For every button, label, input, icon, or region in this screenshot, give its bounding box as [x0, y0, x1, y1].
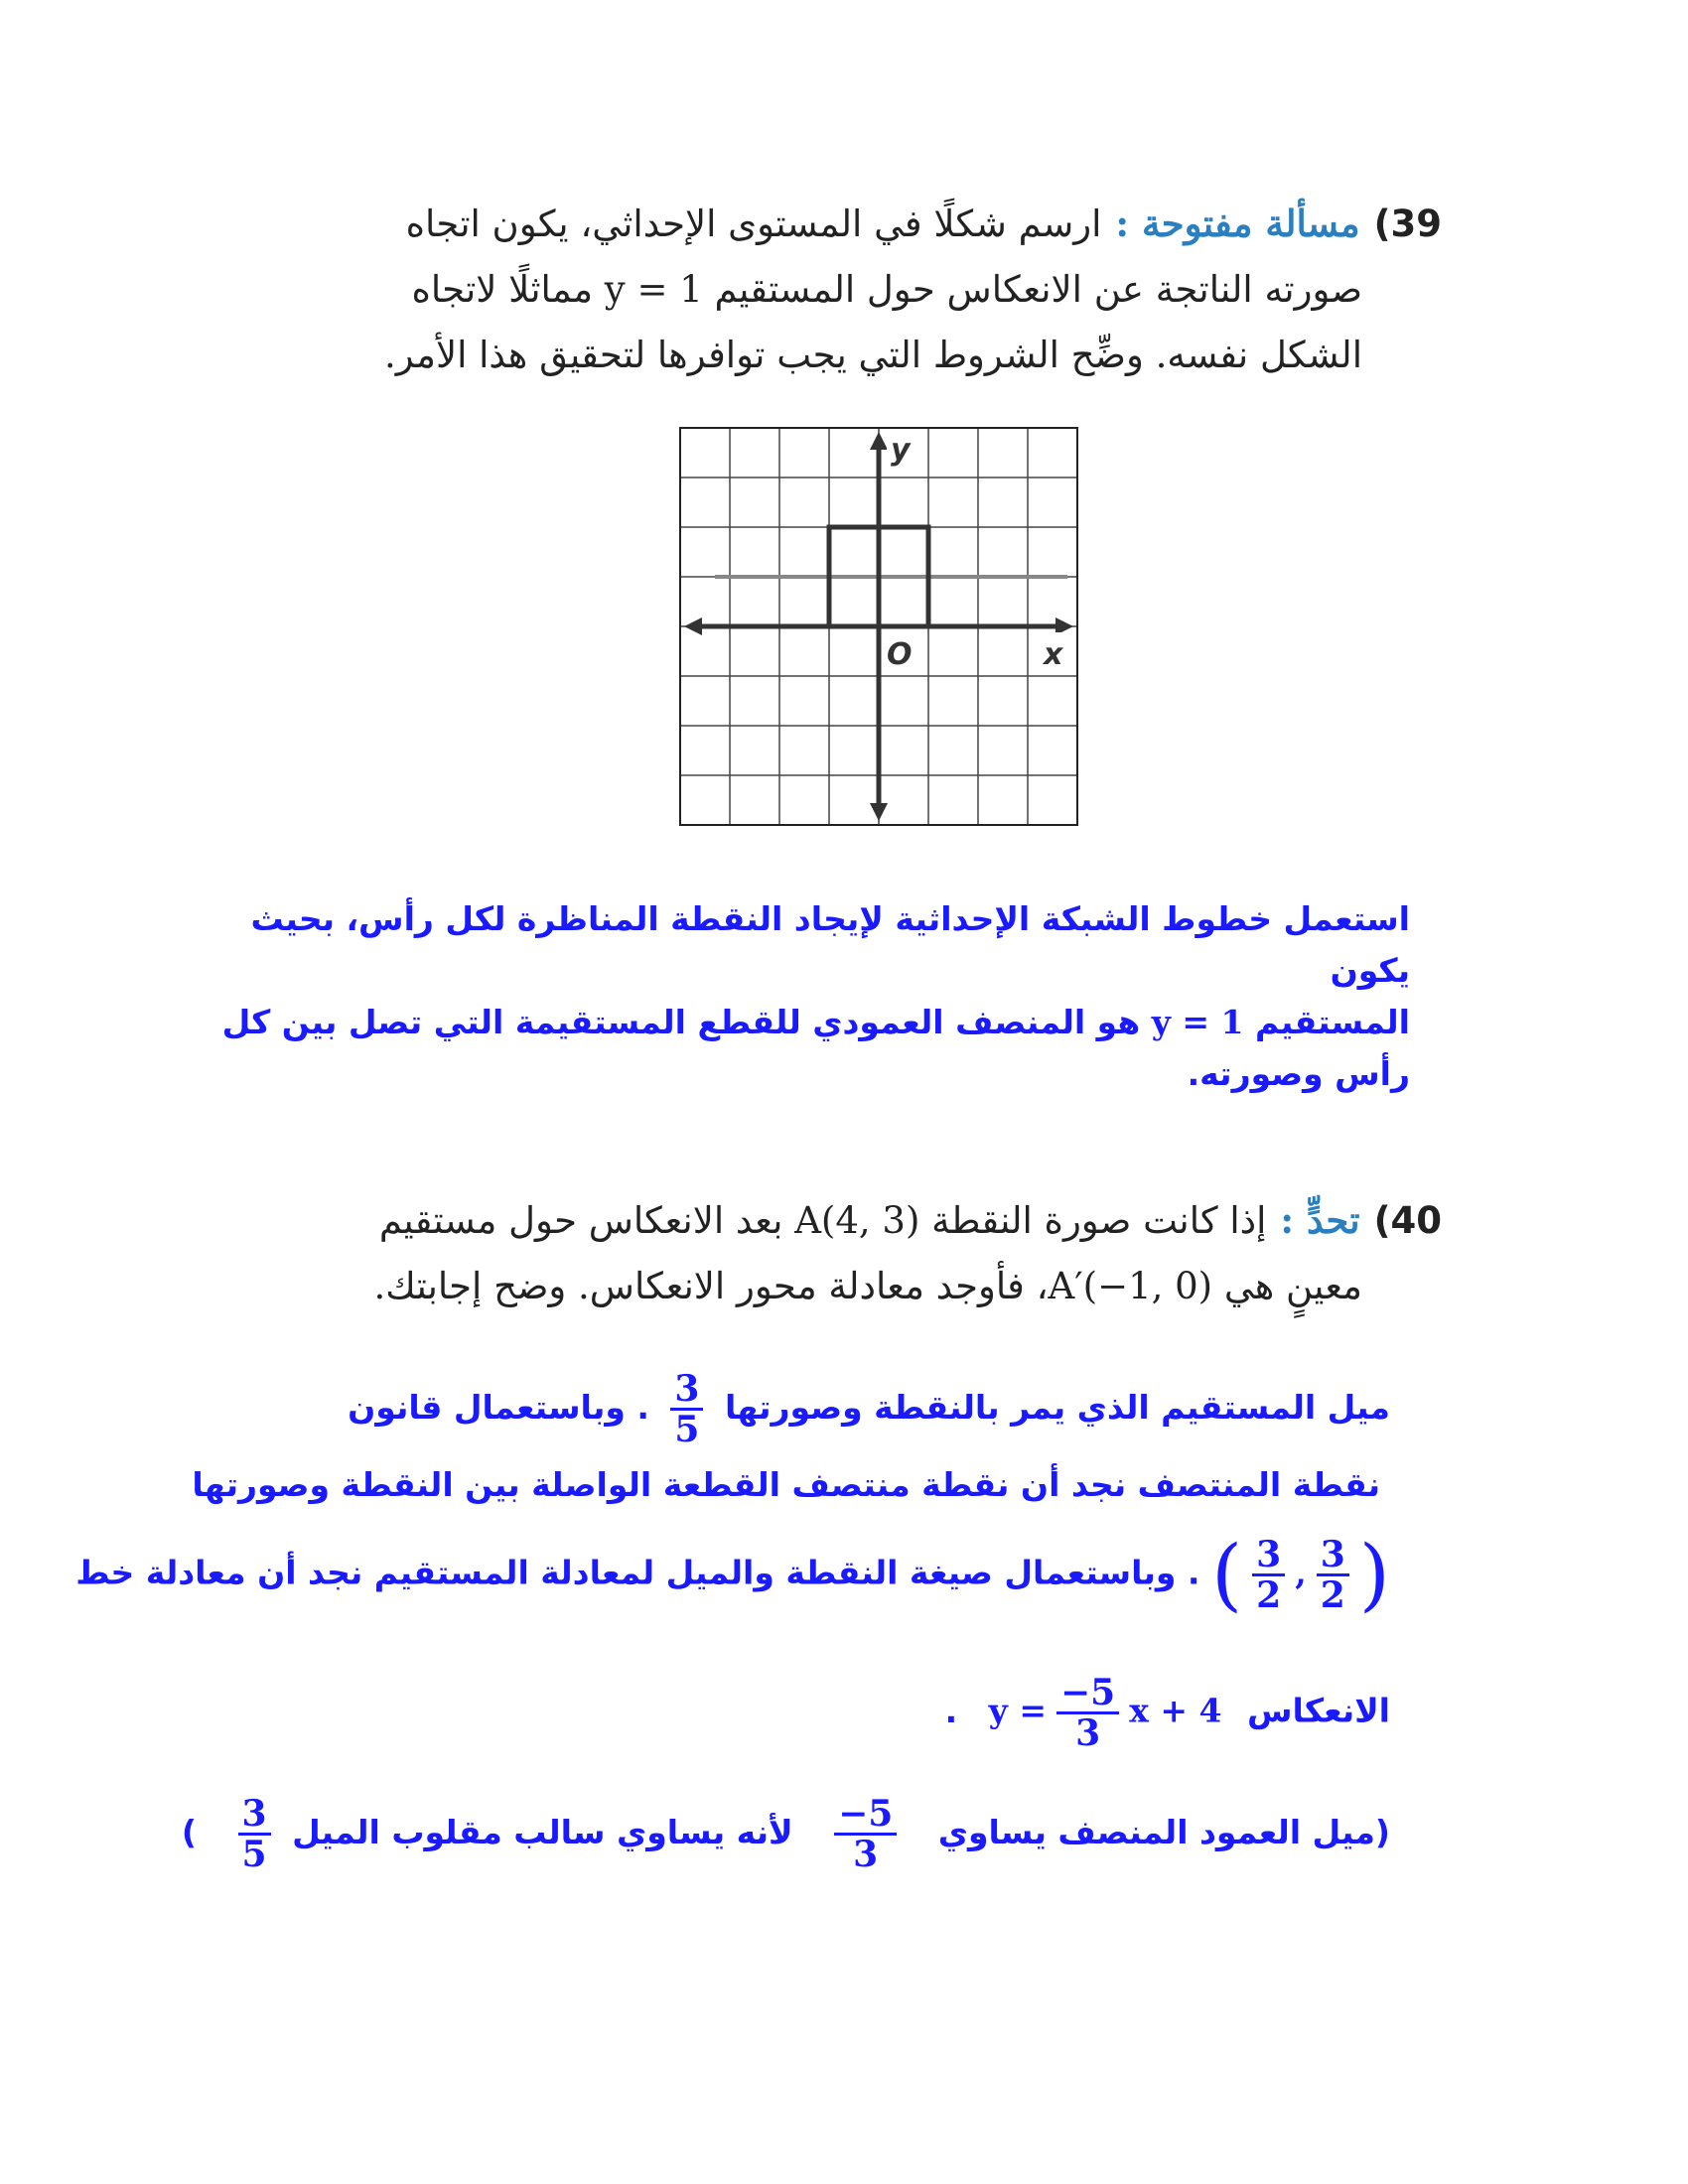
question-40 — [201, 1187, 1442, 1319]
original-slope-fraction: $\frac{3}{5}$ — [238, 1795, 271, 1873]
right-paren: ) — [1210, 1528, 1243, 1620]
q39-label: مسألة مفتوحة : — [1115, 202, 1360, 245]
answer-40-line2: نقطة المنتصف نجد أن نقطة منتصف القطعة الواصلة بين النقطة وصورتها — [192, 1465, 1380, 1504]
q39-line1: 39)مسألة مفتوحة :ارسم شكلًا في المستوى الإحداثي، يكون اتجاه — [405, 202, 1442, 245]
q40-line2: معينٍ هي A′(−1, 0)، فأوجد معادلة محور الانعكاس. وضح إجابتك. — [373, 1265, 1362, 1307]
q39-line3: الشكل نفسه. وضِّح الشروط التي يجب توافرها لتحقيق هذا الأمر. — [383, 334, 1362, 376]
midpoint-x-fraction: $\frac{3}{2}$ — [1317, 1536, 1349, 1614]
answer-40-line3: ( $\frac{3}{2}$ , $\frac{3}{2}$ ) . وباستعمال صيغة النقطة والميل لمعادلة المستقيم نجد أن معادلة خط — [75, 1528, 1390, 1620]
y-axis-arrow-top — [870, 432, 888, 450]
left-paren: ( — [1358, 1528, 1390, 1620]
answer-40-line5: (ميل العمود المنصف يساوي $\frac{-5}{3}$ لأنه يساوي سالب مقلوب الميل $\frac{3}{5}$ ) — [181, 1793, 1390, 1875]
slope-fraction: $\frac{-5}{3}$ — [1056, 1674, 1119, 1752]
y-axis-arrow-bottom — [870, 803, 888, 821]
answer-39 — [189, 893, 1410, 1100]
x-axis-label: x — [1044, 637, 1063, 672]
q39-line2: صورته الناتجة عن الانعكاس حول المستقيم y = 1 مماثلًا لاتجاه — [411, 268, 1362, 311]
reflection-equation: y = $\frac{-5}{3}$ x + 4 — [988, 1672, 1222, 1754]
q40-number: 40) — [1373, 1199, 1442, 1242]
q40-label: تحدٍّ : — [1280, 1198, 1360, 1242]
x-axis-arrow-left — [684, 617, 702, 635]
midpoint-y-fraction: $\frac{3}{2}$ — [1252, 1536, 1285, 1614]
perp-slope-fraction: $\frac{-5}{3}$ — [834, 1795, 897, 1873]
y-axis-label: y — [891, 433, 911, 468]
fraction-3-5: $\frac{3}{5}$ — [670, 1370, 703, 1448]
answer-40-line1: ميل المستقيم الذي يمر بالنقطة وصورتها $\frac{3}{5}$ . وباستعمال قانون — [348, 1368, 1390, 1450]
q40-line1: 40)تحدٍّ :إذا كانت صورة النقطة A(4, 3) بعد الانعكاس حول مستقيم — [378, 1198, 1442, 1242]
a39-line3: رأس وصورته. — [1187, 1054, 1410, 1093]
a39-line1: استعمل خطوط الشبكة الإحداثية لإيجاد النقطة المناظرة لكل رأس، بحيث يكون — [250, 899, 1410, 990]
a39-equation: y = 1 — [1151, 1003, 1244, 1041]
q39-number: 39) — [1373, 203, 1442, 245]
origin-label: O — [887, 637, 913, 672]
answer-40-line4: الانعكاس y = $\frac{-5}{3}$ x + 4 . — [944, 1672, 1390, 1754]
coordinate-grid-figure — [679, 427, 1080, 828]
a39-line2: المستقيم y = 1 هو المنصف العمودي للقطع المستقيمة التي تصل بين كل — [189, 997, 1410, 1048]
question-39 — [201, 191, 1442, 388]
